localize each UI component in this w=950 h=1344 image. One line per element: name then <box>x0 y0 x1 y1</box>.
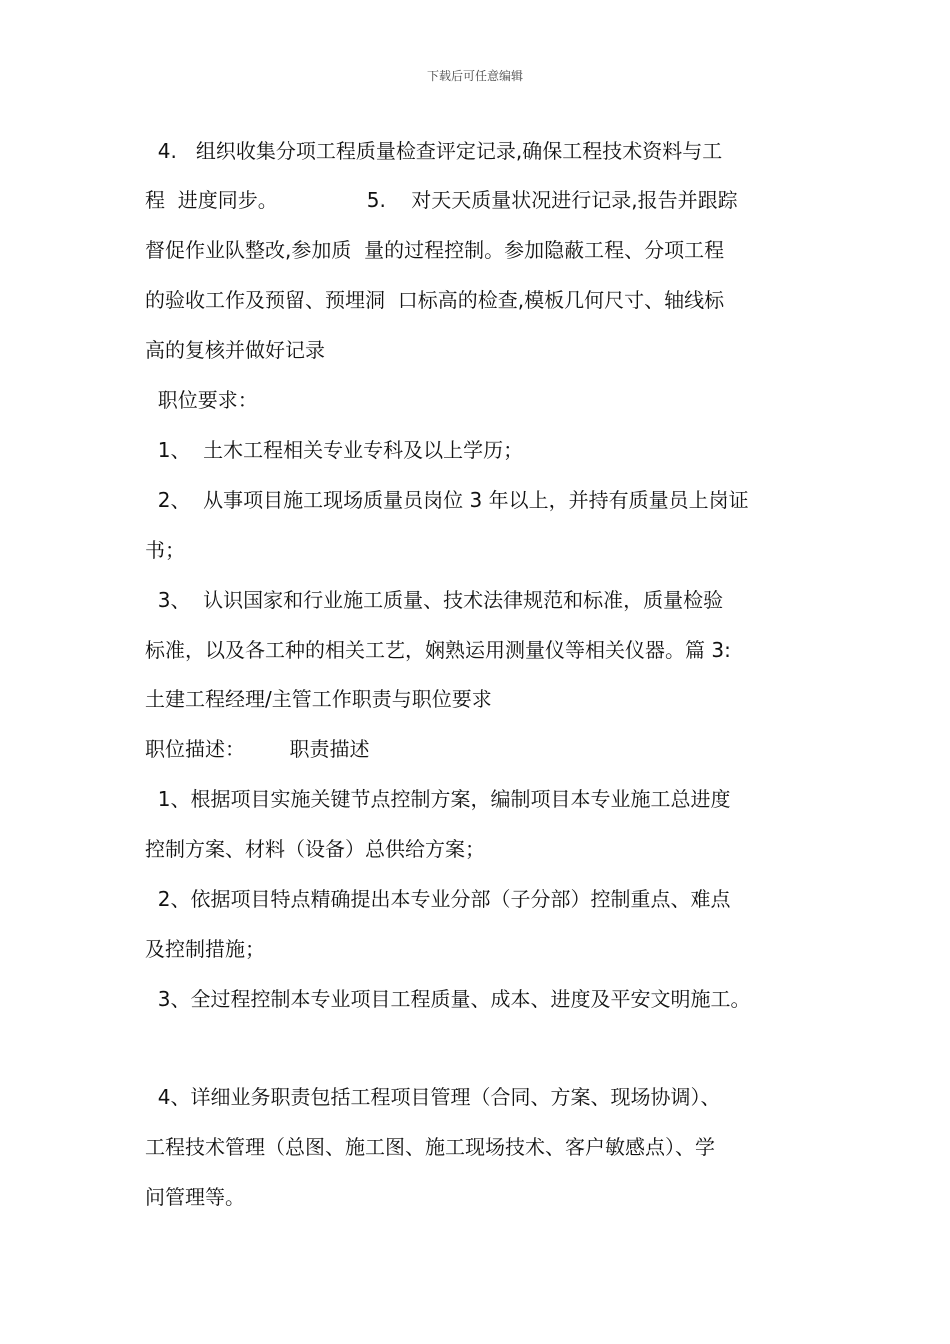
text-line-16: 2、依据项目特点精确提出本专业分部（子分部）控制重点、难点 <box>145 887 731 911</box>
text-line-9: 书； <box>145 538 185 562</box>
section-title: 土建工程经理/主管工作职责与职位要求 <box>145 687 492 711</box>
section-heading-requirements: 职位要求： <box>145 388 258 412</box>
text-line-18: 3、全过程控制本专业项目工程质量、成本、进度及平安文明施工。 <box>145 987 751 1011</box>
text-line-19: 4、详细业务职责包括工程项目管理（合同、方案、现场协调）、 <box>145 1085 721 1109</box>
text-line-17: 及控制措施； <box>145 937 265 961</box>
text-line-2: 程 进度同步。 5. 对天天质量状况进行记录,报告并跟踪 <box>145 188 738 212</box>
section-heading-description: 职位描述： 职责描述 <box>145 737 370 761</box>
text-line-7: 1、 土木工程相关专业专科及以上学历； <box>145 438 524 462</box>
page-header: 下载后可任意编辑 <box>426 69 523 83</box>
text-line-1: 4. 组织收集分项工程质量检查评定记录,确保工程技术资料与工 <box>145 139 723 163</box>
text-line-10: 3、 认识国家和行业施工质量、技术法律规范和标准，质量检验 <box>145 588 724 612</box>
text-line-11: 标准，以及各工种的相关工艺，娴熟运用测量仪等相关仪器。篇 3: <box>145 638 731 662</box>
text-line-20: 工程技术管理（总图、施工图、施工现场技术、客户敏感点）、学 <box>145 1135 715 1159</box>
text-line-8: 2、 从事项目施工现场质量员岗位 3 年以上，并持有质量员上岗证 <box>145 488 749 512</box>
text-line-21: 问管理等。 <box>145 1185 245 1209</box>
text-line-3: 督促作业队整改,参加质 量的过程控制。参加隐蔽工程、分项工程 <box>145 238 725 262</box>
text-line-5: 高的复核并做好记录 <box>145 338 325 362</box>
text-line-14: 1、根据项目实施关键节点控制方案，编制项目本专业施工总进度 <box>145 787 731 811</box>
text-line-4: 的验收工作及预留、预埋洞 口标高的检查,模板几何尺寸、轴线标 <box>145 288 725 312</box>
text-line-15: 控制方案、材料（设备）总供给方案； <box>145 837 485 861</box>
